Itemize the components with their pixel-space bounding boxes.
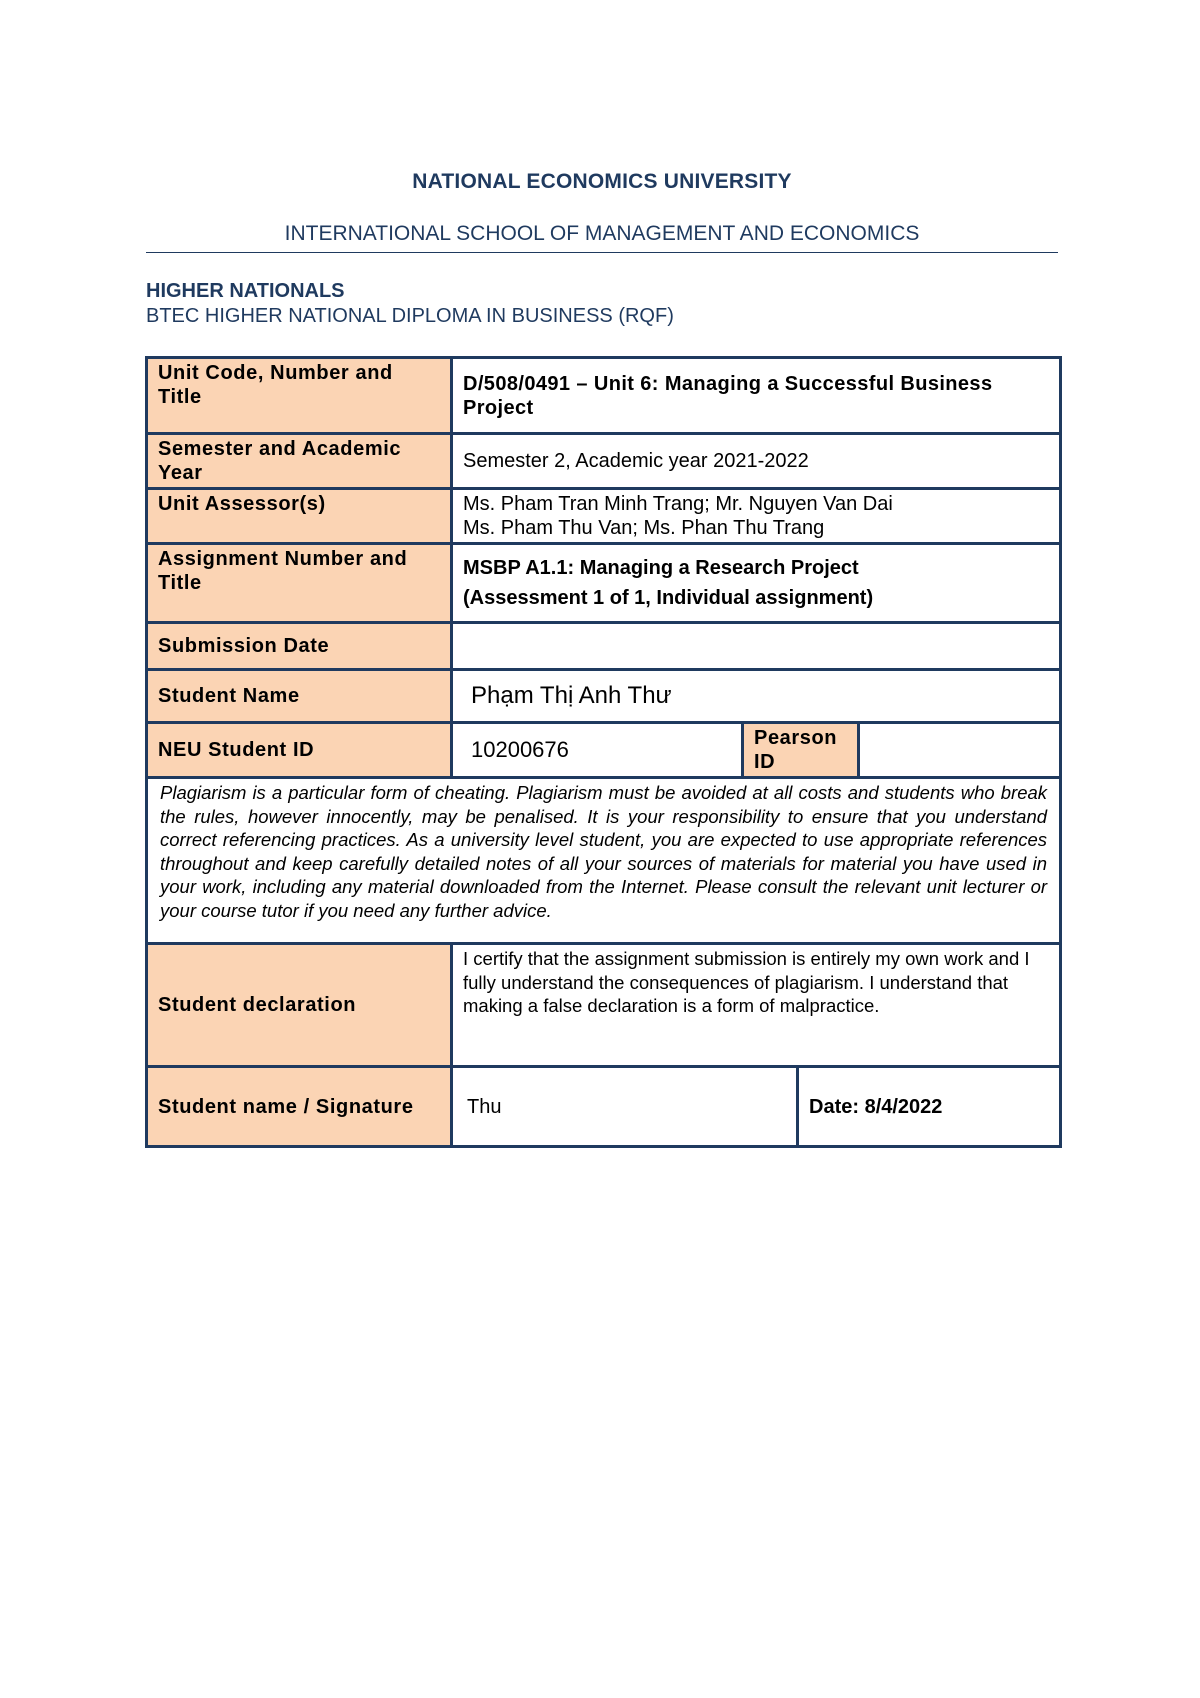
student-id-label: NEU Student ID [147,723,452,778]
semester-value: Semester 2, Academic year 2021-2022 [452,434,1061,489]
student-name-label: Student Name [147,670,452,723]
assignment-subtitle: (Assessment 1 of 1, Individual assignment) [463,587,874,609]
unit-code-label: Unit Code, Number and Title [147,358,452,434]
pearson-id-label: Pearson ID [743,723,859,778]
row-unit-code [147,358,1061,434]
signature-date: Date: 8/4/2022 [798,1067,1061,1147]
row-assessor [147,489,1061,544]
assignment-label: Assignment Number and Title [147,544,452,623]
row-signature [147,1067,1061,1147]
student-id-value: 10200676 [452,723,743,778]
student-name-value: Phạm Thị Anh Thư [452,670,1061,723]
submission-date-value [452,623,1061,670]
plagiarism-notice: Plagiarism is a particular form of cheating. Plagiarism must be avoided at all costs and students who break the rules, however innocently, may be penalised. It is your responsibility to ensure that you understand correct referencing practices. As a university level student, you are expected to use appropriate references throughout and keep carefully detailed notes of all your sources of materials for material you have used in your work, including any material downloaded from the Internet. Please consult the relevant unit lecturer or your course tutor if you need any further advice. [147,778,1061,944]
submission-date-label: Submission Date [147,623,452,670]
assessor-line-2: Ms. Pham Thu Van; Ms. Phan Thu Trang [463,517,825,539]
declaration-label: Student declaration [147,944,452,1067]
signature-label: Student name / Signature [147,1067,452,1147]
row-declaration [147,944,1061,1067]
assignment-value [452,544,1061,623]
assessor-label: Unit Assessor(s) [147,489,452,544]
row-student-id [147,723,1061,778]
program-heading: HIGHER NATIONALS [146,280,345,302]
row-semester [147,434,1061,489]
program-name: BTEC HIGHER NATIONAL DIPLOMA IN BUSINESS (RQF) [146,305,674,327]
assessor-value [452,489,1061,544]
row-assignment [147,544,1061,623]
school-name: INTERNATIONAL SCHOOL OF MANAGEMENT AND ECONOMICS [146,222,1058,253]
row-submission-date [147,623,1061,670]
row-student-name [147,670,1061,723]
assessor-line-1: Ms. Pham Tran Minh Trang; Mr. Nguyen Van Dai [463,493,893,515]
declaration-text: I certify that the assignment submission is entirely my own work and I fully understand the consequences of plagiarism. I understand that making a false declaration is a form of malpractice. [452,944,1061,1067]
signature-value: Thu [452,1067,798,1147]
row-plagiarism [147,778,1061,944]
university-name: NATIONAL ECONOMICS UNIVERSITY [412,170,792,193]
pearson-id-value [859,723,1061,778]
assignment-title: MSBP A1.1: Managing a Research Project [463,557,859,579]
semester-label: Semester and Academic Year [147,434,452,489]
assignment-cover-form [145,356,1062,1148]
unit-code-value: D/508/0491 – Unit 6: Managing a Successful Business Project [452,358,1061,434]
